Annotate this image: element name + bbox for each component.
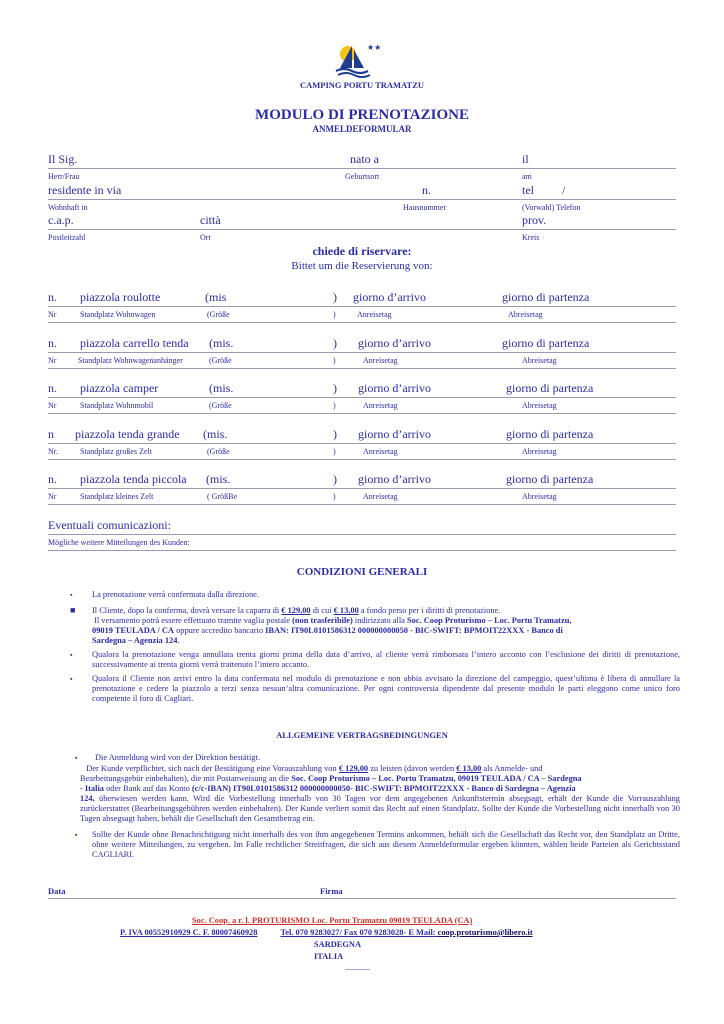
pitch-divider [48, 368, 676, 369]
pitch-size-close: ) [333, 290, 337, 304]
pitch-divider [48, 322, 676, 323]
pitch-type-label-de: Standplatz Wohnwagen [80, 310, 156, 319]
pitch-type-label-de: Standplatz großes Zelt [80, 447, 152, 456]
pitch-departure-label-de: Abreisetag [522, 492, 557, 501]
pitch-count-label-de: Nr [48, 356, 57, 365]
pitch-size-close-de: ) [333, 356, 336, 365]
form-title: MODULO DI PRENOTAZIONE [255, 107, 469, 123]
pitch-divider [48, 459, 676, 460]
bullet-icon: ■ [70, 605, 76, 615]
pitch-arrival-label: giorno d’arrivo [358, 381, 431, 395]
pitch-size-label: (mis [205, 290, 227, 304]
label-kreis: Kreis [522, 233, 540, 242]
pitch-size-label: (mis. [209, 336, 234, 350]
divider [48, 550, 676, 551]
pitch-size-close-de: ) [333, 447, 336, 456]
footer-company: Soc. Coop. a r. l. PROTURISMO Loc. Portu Tramatzu 09019 TEULADA (CA) [192, 916, 473, 925]
pitch-size-label-de: (Größe [209, 356, 232, 365]
pitch-count-label-de: Nr. [48, 447, 58, 456]
field-n: n. [422, 183, 431, 197]
field-prov: prov. [522, 213, 547, 227]
cond-it-2: Il Cliente, dopo la conferma, dovrà versare la caparra di € 129,00 di cui € 13,00 a fondo perso per i diritti di prenotazione. Il versamento potrà essere effettuato tramite vaglia postale (non trasferibile) indirizzato alla Soc. Coop Proturismo – Loc. Portu Tramatzu, 09019 TEULADA / CA oppure accredito bancario IBAN: IT90L0101586312 000000000050 - BIC-SWIFT: BPMOIT22XXX - Banco di Sardegna – Agenzia 124. [92, 606, 572, 645]
pitch-size-close: ) [333, 472, 337, 486]
bullet-icon: ▪ [70, 675, 73, 683]
pitch-count-label: n. [48, 290, 57, 304]
pitch-type-label: piazzola camper [80, 381, 159, 395]
cond-it-4: Qualora il Cliente non arrivi entro la data confermata nel modulo di prenotazione e non abbia avvisato la direzione del campeggio, quest’ultima è libera di annullare la prenotazione e cedere la piazzolo a terzi senza nessun’altra comunicazione. Per ogni controversia dipendente dal presente modulo le parti eleggono come unico foro competente il foro di Cagliari. [92, 674, 680, 703]
label-hausnummer: Hausnummer [403, 203, 447, 212]
input-line-cap[interactable] [48, 229, 676, 230]
pitch-size-label: (mis. [209, 381, 234, 395]
pitch-size-label-de: (Größe [207, 447, 230, 456]
form-subtitle: ANMELDEFORMULAR [312, 124, 412, 134]
pitch-count-label-de: Nr [48, 492, 57, 501]
pitch-divider [48, 504, 676, 505]
cond-de-1: Die Anmeldung wird von der Direktion bestätigt. [95, 753, 260, 762]
label-geburtsort: Geburtsort [345, 172, 380, 181]
pitch-departure-label-de: Abreisetag [522, 356, 557, 365]
footer-region: SARDEGNA [314, 940, 361, 949]
pitch-arrival-label: giorno d’arrivo [358, 427, 431, 441]
field-citta: città [200, 213, 221, 227]
pitch-arrival-label: giorno d’arrivo [358, 472, 431, 486]
pitch-input-line[interactable] [48, 352, 676, 353]
request-subtitle: Bittet um die Reservierung von: [291, 260, 433, 272]
pitch-arrival-label-de: Anreisetag [363, 492, 398, 501]
pitch-arrival-label: giorno d’arrivo [353, 290, 426, 304]
footer-country: ITALIA [314, 952, 344, 961]
comments-label-de: Mögliche weitere Mitteilungen des Kunden: [48, 538, 190, 547]
pitch-departure-label: giorno di partenza [502, 336, 590, 350]
footer-underline: ______ [345, 962, 371, 971]
bullet-icon: ▪ [70, 591, 73, 599]
pitch-size-close-de: ) [333, 401, 336, 410]
input-line-sig[interactable] [48, 168, 676, 169]
input-line-comments[interactable] [48, 534, 676, 535]
email-link[interactable]: coop.proturismo@libero.it [437, 928, 533, 937]
pitch-arrival-label-de: Anreisetag [357, 310, 392, 319]
pitch-size-close: ) [333, 381, 337, 395]
bullet-icon: ▪ [70, 651, 73, 659]
pitch-input-line[interactable] [48, 488, 676, 489]
label-plz: Postleitzahl [48, 233, 86, 242]
cond-de-3: Sollte der Kunde ohne Benachrichtigung nicht innerhalb des von ihm angegebenen Termins ankommen, behält sich die Gesellschaft das Recht vor, den Standplatz an Dritte, ohne weitere Mitteilungen, zu vergeben. Im Falle rechtlicher Streitfragen, die sich aus diesem Anmeldeformular ergeben könnten, wählen beide Parteien als Gerichtsstand CAGLIARI. [92, 830, 680, 859]
field-tel: tel [522, 183, 534, 197]
conditions-de-title: ALLGEMEINE VERTRAGSBEDINGUNGEN [276, 730, 448, 740]
pitch-arrival-label-de: Anreisetag [363, 356, 398, 365]
pitch-count-label: n. [48, 472, 57, 486]
pitch-type-label: piazzola roulotte [80, 290, 161, 304]
conditions-title: CONDIZIONI GENERALI [296, 566, 428, 578]
pitch-input-line[interactable] [48, 397, 676, 398]
date-label: Data [48, 886, 66, 896]
pitch-departure-label: giorno di partenza [506, 381, 594, 395]
camping-logo [330, 40, 382, 80]
pitch-type-label-de: Standplatz Wohnmobil [80, 401, 154, 410]
pitch-arrival-label: giorno d’arrivo [358, 336, 431, 350]
pitch-size-label: (mis. [206, 472, 231, 486]
signature-label: Firma [320, 886, 343, 896]
field-cap: c.a.p. [48, 213, 74, 227]
pitch-type-label: piazzola tenda grande [75, 427, 180, 441]
request-title: chiede di riservare: [312, 244, 412, 258]
pitch-type-label: piazzola carrello tenda [80, 336, 189, 350]
signature-line[interactable] [48, 898, 676, 899]
pitch-input-line[interactable] [48, 306, 676, 307]
bullet-icon: ▪ [75, 754, 78, 762]
pitch-size-label-de: ( GrößBe [207, 492, 237, 501]
pitch-divider [48, 413, 676, 414]
tel-slash: / [562, 183, 566, 197]
cond-de-2: Der Kunde verpflichtet, sich nach der Bestätigung eine Vorauszahlung von € 129,00 zu leisten (davon werden € 13,00 als Anmelde- und Bearbeitungsgebür einbehalten), die mit Postanweisung an die Soc. Coop Proturismo – Loc. Portu Tramatzu, 09019 TEULADA / CA – Sardegna - Italia oder Bank auf das Konto (c/c-IBAN) IT90L0101586312 000000000050- BIC-SWIFT: BPMOIT22XXX - Banco di Sardegna – Agenzia 124, überwiesen werden kann. Wird die Vorbestellung innerhalb von 30 Tagen vor dem angegebenen Ankunftstermin absegsagt, erhält der Kunde die Vorrauszahlung zurückerstattet (Bearbeitungsgebühren werden einbehalten). Der Kunde verliert somit das Recht auf einen Standplatz. Sollte der Kunde die Vorbestellung nicht innerhalb von 30 Tagen absegsagt haben, behält die Gesellschaft den Gesamtbetrag ein. [80, 764, 680, 823]
pitch-count-label: n. [48, 336, 57, 350]
stars-icon: ★★ [367, 43, 382, 52]
comments-label: Eventuali comunicazioni: [48, 518, 171, 532]
footer-tax: P. IVA 00552910929 C. F. 80007460928 Tel. 070 9283027/ Fax 070 9283028- E Mail: coop.proturismo@libero.it [120, 928, 533, 937]
label-ort: Ort [200, 233, 211, 242]
pitch-size-close-de: ) [333, 492, 336, 501]
pitch-size-label: (mis. [203, 427, 228, 441]
pitch-arrival-label-de: Anreisetag [363, 447, 398, 456]
pitch-count-label: n [48, 427, 54, 441]
pitch-count-label-de: Nr [48, 401, 57, 410]
pitch-departure-label: giorno di partenza [502, 290, 590, 304]
field-nato: nato a [350, 152, 379, 166]
field-il: il [522, 152, 529, 166]
wave-icon [336, 69, 368, 73]
pitch-departure-label: giorno di partenza [506, 427, 594, 441]
pitch-count-label-de: Nr [48, 310, 57, 319]
pitch-arrival-label-de: Anreisetag [363, 401, 398, 410]
pitch-size-label-de: (Größe [209, 401, 232, 410]
pitch-size-close: ) [333, 336, 337, 350]
pitch-departure-label-de: Abreisetag [522, 401, 557, 410]
cond-it-1: La prenotazione verrà confermata dalla direzione. [92, 590, 259, 599]
pitch-type-label-de: Standplatz kleines Zelt [80, 492, 154, 501]
pitch-departure-label-de: Abreisetag [508, 310, 543, 319]
pitch-input-line[interactable] [48, 443, 676, 444]
field-sig: Il Sig. [48, 152, 78, 166]
pitch-departure-label: giorno di partenza [506, 472, 594, 486]
pitch-type-label-de: Standplatz Wohnwagenanhänger [78, 356, 183, 365]
label-telefon: (Vorwahl) Telefon [522, 203, 581, 212]
pitch-size-label-de: (Größe [207, 310, 230, 319]
pitch-size-close-de: ) [333, 310, 336, 319]
label-wohnhaft: Wohnhaft in [48, 203, 88, 212]
cond-it-3: Qualora la prenotazione venga annullata trenta giorni prima della data d’arrivo, al cliente verrà rimborsata l’intero acconto con l’esclusione dei diritti di prenotazione, successivamente ai trenta giorni verrà trattenuto l’intero accanto. [92, 650, 680, 669]
pitch-departure-label-de: Abreisetag [522, 447, 557, 456]
pitch-count-label: n. [48, 381, 57, 395]
label-herr: Herr/Frau [48, 172, 80, 181]
pitch-type-label: piazzola tenda piccola [80, 472, 187, 486]
company-name: CAMPING PORTU TRAMATZU [299, 80, 425, 90]
input-line-residente[interactable] [48, 199, 676, 200]
bullet-icon: ▪ [75, 831, 78, 839]
field-residente: residente in via [48, 183, 122, 197]
pitch-size-close: ) [333, 427, 337, 441]
label-am: am [522, 172, 532, 181]
